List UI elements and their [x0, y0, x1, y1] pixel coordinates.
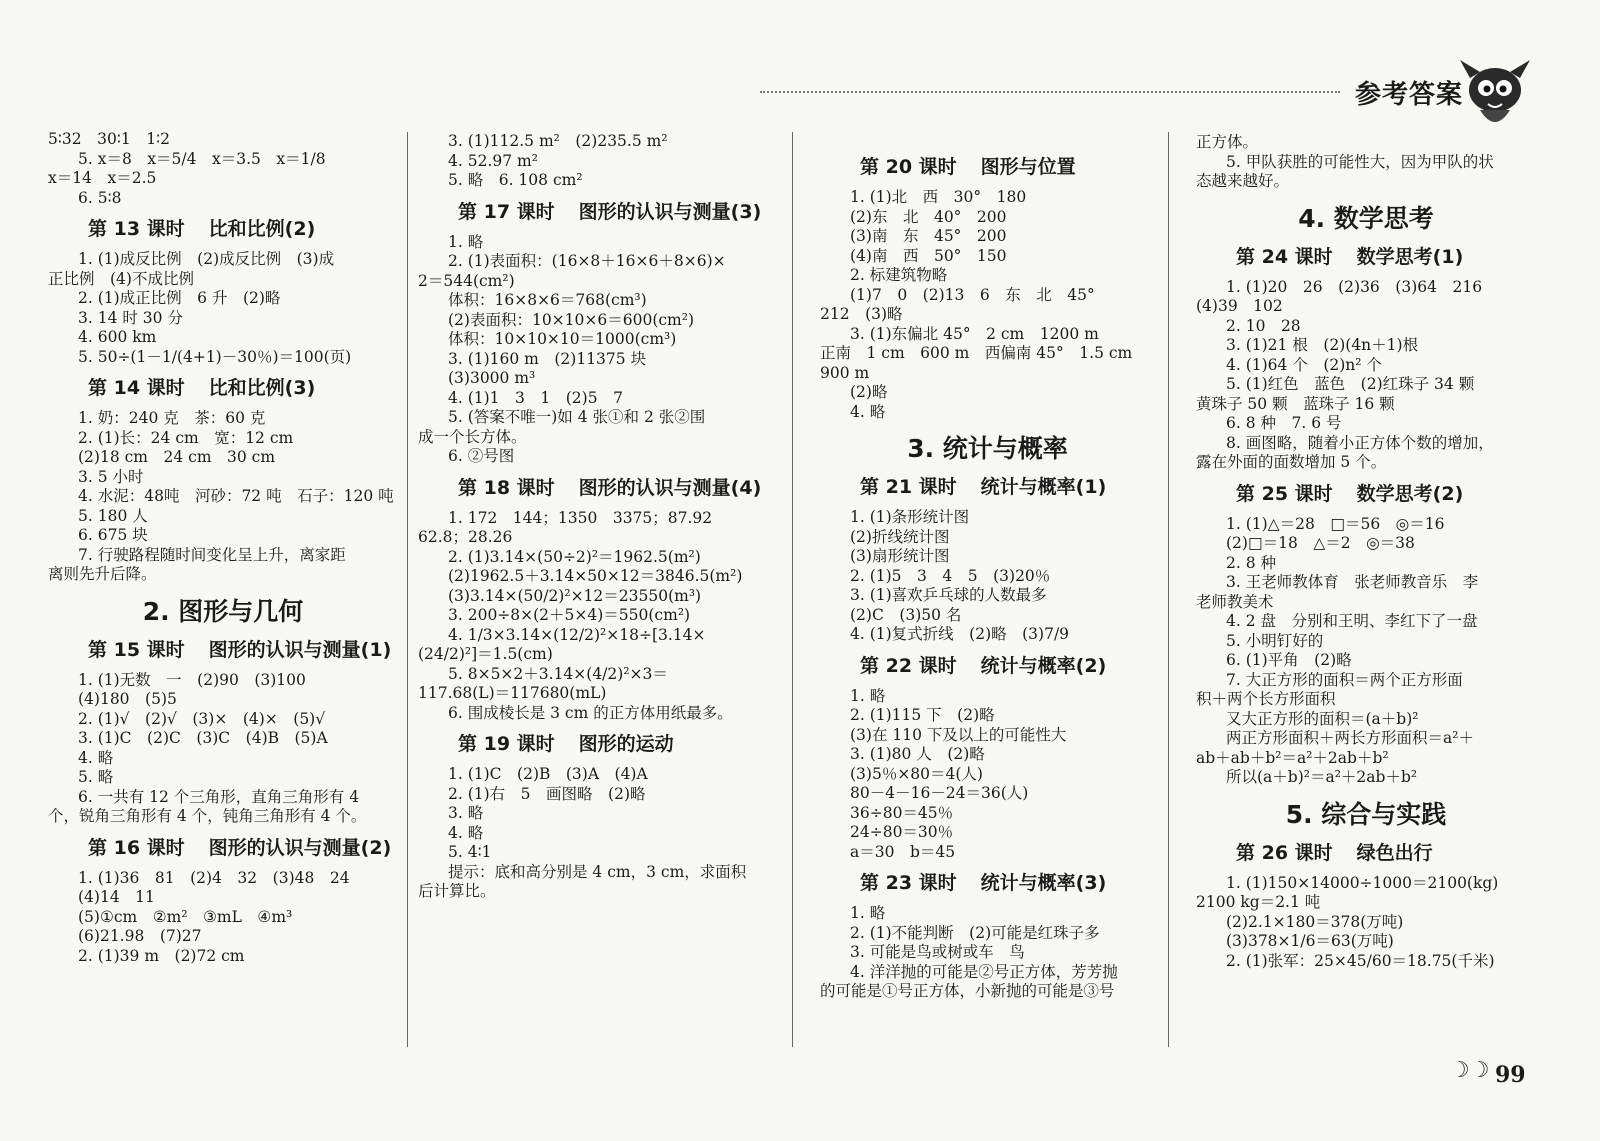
answer-line: 个，锐角三角形有 4 个，钝角三角形有 4 个。 — [48, 807, 367, 825]
lesson-title: 图形的认识与测量(1) — [208, 638, 392, 661]
chapter-heading: 3. 统计与概率 — [907, 434, 1068, 463]
column-rule-3 — [1168, 132, 1169, 1047]
lesson-title: 比和比例(2) — [208, 218, 316, 240]
answer-line: 1. 172 144；1350 3375；87.92 — [448, 508, 713, 527]
answer-line: 24÷80＝30％ — [850, 823, 954, 841]
answer-line: 2. (1)成正比例 6 升 (2)略 — [78, 289, 281, 307]
answer-line: 后计算比。 — [418, 882, 496, 900]
lesson-title: 比和比例(3) — [208, 377, 316, 399]
lesson-number: 第 17 课时 — [458, 200, 555, 223]
chapter-heading: 4. 数学思考 — [1298, 203, 1434, 233]
answer-line: 1. (1)20 26 (2)36 (3)64 216 — [1226, 277, 1483, 296]
answer-line: 黄珠子 50 颗 蓝珠子 16 颗 — [1196, 394, 1395, 413]
answer-line: (2)□＝18 △＝2 ◎＝38 — [1226, 534, 1415, 552]
lesson-number: 第 20 课时 — [860, 156, 957, 178]
answer-line: 1. (1)成反比例 (2)成反比例 (3)成 — [78, 250, 335, 268]
answer-line: 2. (1)不能判断 (2)可能是红珠子多 — [850, 923, 1100, 942]
answer-line: 5. 略 6. 108 cm² — [448, 171, 583, 189]
answer-line: 4. 略 — [850, 402, 886, 421]
chapter-heading: 5. 综合与实践 — [1285, 799, 1447, 829]
answer-column-3 — [820, 146, 1155, 1002]
answer-line: 2. 10 28 — [1226, 316, 1301, 335]
answer-line: 5. 180 人 — [78, 506, 148, 525]
answer-line: 1. 奶：240 克 茶：60 克 — [78, 409, 266, 427]
lesson-heading — [820, 474, 1155, 500]
answer-line: 4. 1/3×3.14×(12/2)²×18÷[3.14× — [448, 625, 706, 644]
lesson-number: 第 14 课时 — [88, 377, 185, 399]
answer-line: 2100 kg＝2.1 吨 — [1196, 893, 1321, 911]
lesson-heading — [1196, 481, 1536, 507]
lesson-number: 第 25 课时 — [1236, 482, 1333, 505]
lesson-number: 第 26 课时 — [1236, 841, 1333, 864]
crescent-decoration: ☽☽ — [1450, 1058, 1490, 1083]
answer-line: 3. 14 时 30 分 — [78, 308, 183, 327]
answer-line: 1. (1)△＝28 □＝56 ◎＝16 — [1226, 514, 1445, 533]
lesson-title: 图形的认识与测量(4) — [578, 476, 762, 499]
lesson-heading — [820, 653, 1155, 679]
answer-line: 36÷80＝45％ — [850, 803, 954, 822]
answer-line: 1. (1)条形统计图 — [850, 508, 970, 526]
answer-line: 2. (1)3.14×(50÷2)²＝1962.5(m²) — [448, 547, 701, 566]
answer-line: 117.68(L)＝117680(mL) — [418, 684, 607, 702]
answer-line: 4. 600 km — [78, 328, 157, 346]
answer-line: 5. x＝8 x＝5/4 x＝3.5 x＝1/8 — [78, 149, 326, 168]
lesson-title: 统计与概率(3) — [980, 872, 1107, 894]
answer-line: (24/2)²]＝1.5(cm) — [418, 645, 553, 663]
answer-line: 4. (1)64 个 (2)n² 个 — [1226, 355, 1382, 374]
answer-line: 3. 可能是鸟或树或车 鸟 — [850, 943, 1025, 961]
answer-line: 3. 200÷8×(2＋5×4)＝550(cm²) — [448, 606, 691, 624]
lesson-heading — [418, 475, 778, 501]
answer-line: 正南 1 cm 600 m 西偏南 45° 1.5 cm — [820, 344, 1133, 362]
answer-line: 又大正方形的面积＝(a＋b)² — [1226, 709, 1419, 728]
answer-line: 正比例 (4)不成比例 — [48, 269, 194, 288]
answer-line: 所以(a＋b)²＝a²＋2ab＋b² — [1226, 768, 1418, 786]
answer-line: 5. 50÷(1－1/(4+1)－30％)＝100(页) — [78, 347, 352, 366]
answer-line: 1. 略 — [850, 686, 886, 705]
answer-line: 成一个长方体。 — [418, 427, 527, 446]
answer-line: 7. 大正方形的面积＝两个正方形面 — [1226, 670, 1463, 689]
answer-line: 3. 略 — [448, 804, 484, 822]
lesson-title: 绿色出行 — [1356, 841, 1433, 864]
answer-line: 3. (1)喜欢乒乓球的人数最多 — [850, 586, 1047, 604]
answer-line: (3)在 110 下及以上的可能性大 — [850, 725, 1067, 744]
answer-line: 离则先升后降。 — [48, 565, 157, 583]
answer-line: 2. (1)表面积：(16×8＋16×6＋8×6)× — [448, 252, 726, 270]
lesson-heading — [1196, 244, 1536, 270]
answer-line: 7. 行驶路程随时间变化呈上升，离家距 — [78, 545, 346, 564]
answer-line: 2. (1)115 下 (2)略 — [850, 706, 995, 724]
answer-line: 4. (1)复式折线 (2)略 (3)7/9 — [850, 625, 1070, 643]
column-rule-1 — [407, 132, 408, 1047]
answer-line: 2. (1)5 3 4 5 (3)20％ — [850, 566, 1051, 585]
answer-line: 1. (1)北 西 30° 180 — [850, 188, 1027, 206]
lesson-heading — [1196, 840, 1536, 866]
answer-line: 两正方形面积＋两长方形面积＝a²＋ — [1226, 729, 1474, 747]
lesson-title: 图形的认识与测量(2) — [208, 836, 392, 859]
lesson-title: 数学思考(2) — [1356, 482, 1464, 505]
lesson-number: 第 19 课时 — [458, 733, 555, 755]
lesson-title: 图形的运动 — [578, 733, 674, 755]
answer-line: 5. (答案不唯一)如 4 张①和 2 张②围 — [448, 408, 706, 426]
answer-line: 提示：底和高分别是 4 cm，3 cm，求面积 — [448, 862, 747, 881]
answer-line: 4. 洋洋抛的可能是②号正方体，芳芳抛 — [850, 962, 1118, 981]
lesson-number: 第 24 课时 — [1236, 245, 1333, 268]
answer-line: (4)南 西 50° 150 — [850, 246, 1007, 265]
answer-line: (2)18 cm 24 cm 30 cm — [78, 448, 276, 466]
answer-line: (2)折线统计图 — [850, 527, 950, 546]
answer-line: 5. (1)红色 蓝色 (2)红珠子 34 颗 — [1226, 375, 1475, 393]
lesson-number: 第 13 课时 — [88, 218, 185, 240]
answer-line: 6. 8 种 7. 6 号 — [1226, 414, 1342, 432]
answer-line: 体积：16×8×6＝768(cm³) — [448, 291, 647, 309]
lesson-title: 数学思考(1) — [1356, 245, 1464, 268]
lesson-number: 第 18 课时 — [458, 476, 555, 499]
lesson-heading — [418, 199, 778, 225]
lesson-heading — [820, 154, 1155, 180]
lesson-title: 统计与概率(2) — [980, 654, 1107, 677]
column-rule-2 — [792, 132, 793, 1047]
answer-line: 2. (1)长：24 cm 宽：12 cm — [78, 428, 294, 447]
answer-line: (2)1962.5＋3.14×50×12＝3846.5(m²) — [448, 567, 743, 585]
answer-line: 积＋两个长方形面积 — [1196, 690, 1336, 708]
lesson-heading — [418, 731, 778, 757]
answer-line: 4. (1)1 3 1 (2)5 7 — [448, 388, 623, 407]
answer-line: 5. 8×5×2＋3.14×(4/2)²×3＝ — [448, 664, 668, 683]
chapter-heading: 2. 图形与几何 — [142, 596, 304, 626]
answer-line: ab＋ab＋b²＝a²＋2ab＋b² — [1196, 748, 1389, 767]
lesson-number: 第 22 课时 — [860, 654, 957, 677]
answer-line: 6. 5∶8 — [78, 188, 122, 207]
answer-line: x＝14 x＝2.5 — [48, 169, 157, 187]
answer-line: (3)5％×80＝4(人) — [850, 764, 983, 783]
answer-line: (2)略 — [850, 383, 888, 401]
answer-line: 4. 2 盘 分别和王明、李红下了一盘 — [1226, 612, 1478, 630]
answer-line: (2)C (3)50 名 — [850, 605, 962, 624]
answer-line: 3. 5 小时 — [78, 467, 144, 486]
answer-line: (1)7 0 (2)13 6 东 北 45° — [850, 285, 1095, 304]
mascot-icon — [1450, 48, 1540, 138]
answer-line: 1. (1)150×14000÷1000＝2100(kg) — [1226, 873, 1499, 892]
answer-line: 老师教美术 — [1196, 592, 1274, 611]
page-number: 99 — [1495, 1062, 1526, 1088]
header-rule — [760, 91, 1340, 93]
answer-line: 3. 王老师教体育 张老师教音乐 李 — [1226, 573, 1479, 591]
answer-line: 1. 略 — [448, 232, 484, 251]
answer-line: (2)表面积：10×10×6＝600(cm²) — [448, 310, 695, 329]
lesson-number: 第 21 课时 — [860, 476, 957, 498]
answer-line: 4. 略 — [78, 748, 114, 767]
answer-line: (4)180 (5)5 — [78, 690, 177, 708]
lesson-title: 图形的认识与测量(3) — [578, 200, 762, 223]
answer-line: 1. (1)36 81 (2)4 32 (3)48 24 — [78, 868, 350, 887]
answer-line: (2)东 北 40° 200 — [850, 207, 1007, 226]
answer-line: 8. 画图略，随着小正方体个数的增加， — [1226, 433, 1494, 452]
answer-line: 3. (1)112.5 m² (2)235.5 m² — [448, 132, 668, 150]
answer-line: 2. (1)39 m (2)72 cm — [78, 946, 245, 965]
answer-line: (4)39 102 — [1196, 297, 1283, 315]
answer-line: 4. 水泥：48吨 河砂：72 吨 石子：120 吨 — [78, 487, 394, 505]
header-title: 参考答案 — [1355, 80, 1464, 110]
lesson-number: 第 23 课时 — [860, 872, 957, 894]
answer-line: 4. 52.97 m² — [448, 151, 538, 170]
answer-line: 2. (1)√ (2)√ (3)× (4)× (5)√ — [78, 709, 326, 728]
lesson-heading — [48, 216, 398, 242]
answer-line: 2. (1)张军：25×45/60＝18.75(千米) — [1226, 951, 1495, 970]
answer-line: 6. 围成棱长是 3 cm 的正方体用纸最多。 — [448, 703, 733, 722]
answer-line: (3)南 东 45° 200 — [850, 227, 1007, 245]
answer-line: 6. 675 块 — [78, 526, 148, 544]
answer-line: (3)378×1/6＝63(万吨) — [1226, 932, 1394, 950]
answer-line: 900 m — [820, 363, 870, 382]
answer-line: 62.8；28.26 — [418, 528, 513, 546]
answer-line: 3. (1)东偏北 45° 2 cm 1200 m — [850, 324, 1099, 343]
answer-line: 5. 略 — [78, 768, 114, 786]
answer-line: (6)21.98 (7)27 — [78, 927, 202, 945]
answer-line: (3)3000 m³ — [448, 369, 536, 387]
answer-column-1 — [48, 130, 398, 966]
answer-line: 的可能是①号正方体，小新抛的可能是③号 — [820, 982, 1115, 1000]
answer-line: (3)3.14×(50/2)²×12＝23550(m³) — [448, 586, 702, 605]
answer-line: 正方体。 — [1196, 133, 1259, 151]
answer-line: 1. 略 — [850, 904, 886, 922]
answer-line: 3. (1)C (2)C (3)C (4)B (5)A — [78, 729, 328, 747]
answer-line: 3. (1)80 人 (2)略 — [850, 745, 985, 763]
lesson-number: 第 15 课时 — [88, 638, 185, 661]
lesson-heading — [48, 835, 398, 861]
lesson-heading — [820, 870, 1155, 896]
answer-line: 212 (3)略 — [820, 305, 903, 323]
answer-line: 体积：10×10×10＝1000(cm³) — [448, 330, 677, 348]
answer-line: 2. (1)右 5 画图略 (2)略 — [448, 784, 646, 803]
answer-column-2 — [418, 132, 778, 902]
answer-line: 2＝544(cm²) — [418, 271, 515, 290]
answer-line: 2. 标建筑物略 — [850, 266, 948, 284]
answer-line: 5∶32 30∶1 1∶2 — [48, 130, 170, 148]
answer-line: 6. ②号图 — [448, 447, 515, 465]
answer-line: 3. (1)21 根 (2)(4n＋1)根 — [1226, 336, 1419, 354]
answer-line: 5. 小明钉好的 — [1226, 631, 1324, 650]
answer-line: 6. 一共有 12 个三角形，直角三角形有 4 — [78, 787, 360, 806]
answer-line: (3)扇形统计图 — [850, 547, 950, 565]
answer-line: (5)①cm ②m² ③mL ④m³ — [78, 907, 293, 926]
answer-line: (4)14 11 — [78, 888, 155, 906]
answer-line: 1. (1)C (2)B (3)A (4)A — [448, 765, 648, 783]
answer-line: 态越来越好。 — [1196, 172, 1290, 190]
answer-line: (2)2.1×180＝378(万吨) — [1226, 912, 1404, 931]
lesson-heading — [48, 375, 398, 401]
answer-line: 3. (1)160 m (2)11375 块 — [448, 349, 647, 368]
answer-line: a＝30 b＝45 — [850, 842, 956, 861]
answer-line: 80－4－16－24＝36(人) — [850, 784, 1029, 802]
answer-line: 1. (1)无数 一 (2)90 (3)100 — [78, 670, 306, 689]
answer-line: 2. 8 种 — [1226, 553, 1277, 572]
answer-line: 5. 甲队获胜的可能性大，因为甲队的状 — [1226, 152, 1494, 171]
lesson-title: 统计与概率(1) — [980, 476, 1107, 498]
answer-line: 露在外面的面数增加 5 个。 — [1196, 453, 1387, 471]
answer-line: 5. 4∶1 — [448, 843, 492, 861]
answer-line: 4. 略 — [448, 823, 484, 842]
lesson-heading — [48, 637, 398, 663]
answer-column-4 — [1196, 133, 1536, 971]
lesson-number: 第 16 课时 — [88, 836, 185, 859]
lesson-title: 图形与位置 — [980, 156, 1076, 178]
answer-line: 6. (1)平角 (2)略 — [1226, 651, 1352, 669]
